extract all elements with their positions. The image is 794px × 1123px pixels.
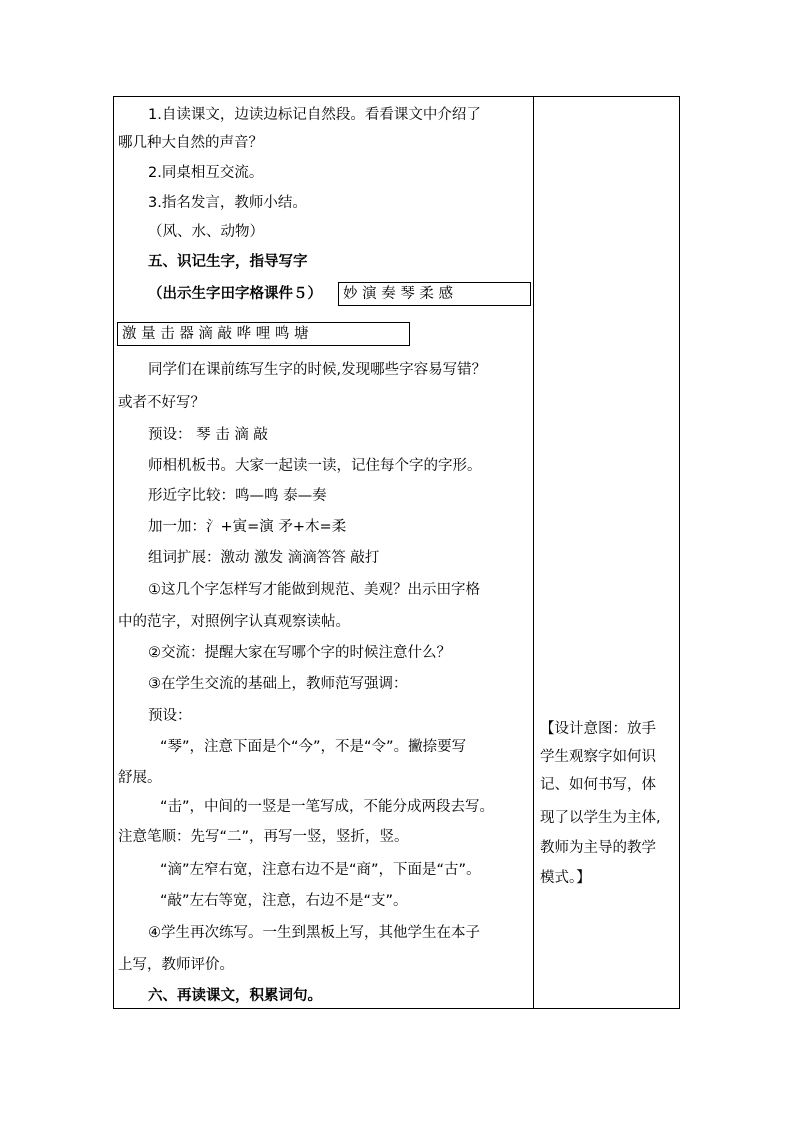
design-note-line: 教师为主导的教学 [540,840,656,856]
text-line: 形近字比较：鸣—鸣 泰—奏 [148,488,327,504]
text-line: 3.指名发言，教师小结。 [148,195,307,211]
text-line: 2.同桌相互交流。 [148,165,264,181]
column-divider [533,96,534,1009]
section-heading: 五、识记生字，指导写字 [148,254,308,270]
text-line: 预设： [148,708,192,724]
text-line: 注意笔顺：先写“二”，再写一竖，竖折，竖。 [118,829,409,845]
text-line: 师相机板书。大家一起读一读，记住每个字的字形。 [148,458,482,474]
section-heading: 六、再读课文，积累词句。 [148,988,322,1004]
text-line: 上写，教师评价。 [118,957,234,973]
text-line: ④学生再次练写。一生到黑板上写，其他学生在本子 [148,925,480,941]
text-line: ②交流：提醒大家在写哪个字的时候注意什么？ [148,645,451,661]
char-box: 妙 演 奏 琴 柔 感 [338,282,531,306]
text-line: 组词扩展：激动 激发 滴滴答答 敲打 [148,550,380,566]
text-line: 哪几种大自然的声音？ [118,135,263,151]
text-line: 1.自读课文，边读边标记自然段。看看课文中介绍了 [148,107,481,123]
char-box: 激 量 击 器 滴 敲 哗 哩 鸣 塘 [117,322,410,346]
text-line: （风、水、动物） [148,224,264,240]
design-note-line: 现了以学生为主体, [540,810,661,826]
text-line: 舒展。 [118,770,162,786]
text-line: 预设： 琴 击 滴 敲 [148,427,268,443]
text-line: “敲”左右等宽，注意，右边不是“支”。 [160,893,408,909]
design-note-line: 模式。】 [540,870,591,886]
text-line: 中的范字，对照例字认真观察读帖。 [118,614,350,630]
text-line: ③在学生交流的基础上，教师范写强调： [148,676,408,692]
design-note-line: 【设计意图：放手 [540,721,656,737]
text-line: ①这几个字怎样写才能做到规范、美观？出示田字格 [148,582,480,598]
design-note-line: 记、如何书写，体 [540,777,656,793]
text-line: “击”，中间的一竖是一笔写成，不能分成两段去写。 [160,799,495,815]
text-line: “琴”，注意下面是个“今”，不是“令”。撇捺要写 [160,739,467,755]
text-line: 加一加：氵+寅=演 矛+木=柔 [148,519,347,535]
section-subheading: （出示生字田字格课件５） [148,286,322,302]
text-line: 同学们在课前练写生字的时候,发现哪些字容易写错？ [148,362,487,378]
text-line: “滴”左窄右宽，注意右边不是“商”，下面是“古”。 [160,862,481,878]
text-line: 或者不好写？ [118,395,205,411]
design-note-line: 学生观察字如何识 [540,749,656,765]
